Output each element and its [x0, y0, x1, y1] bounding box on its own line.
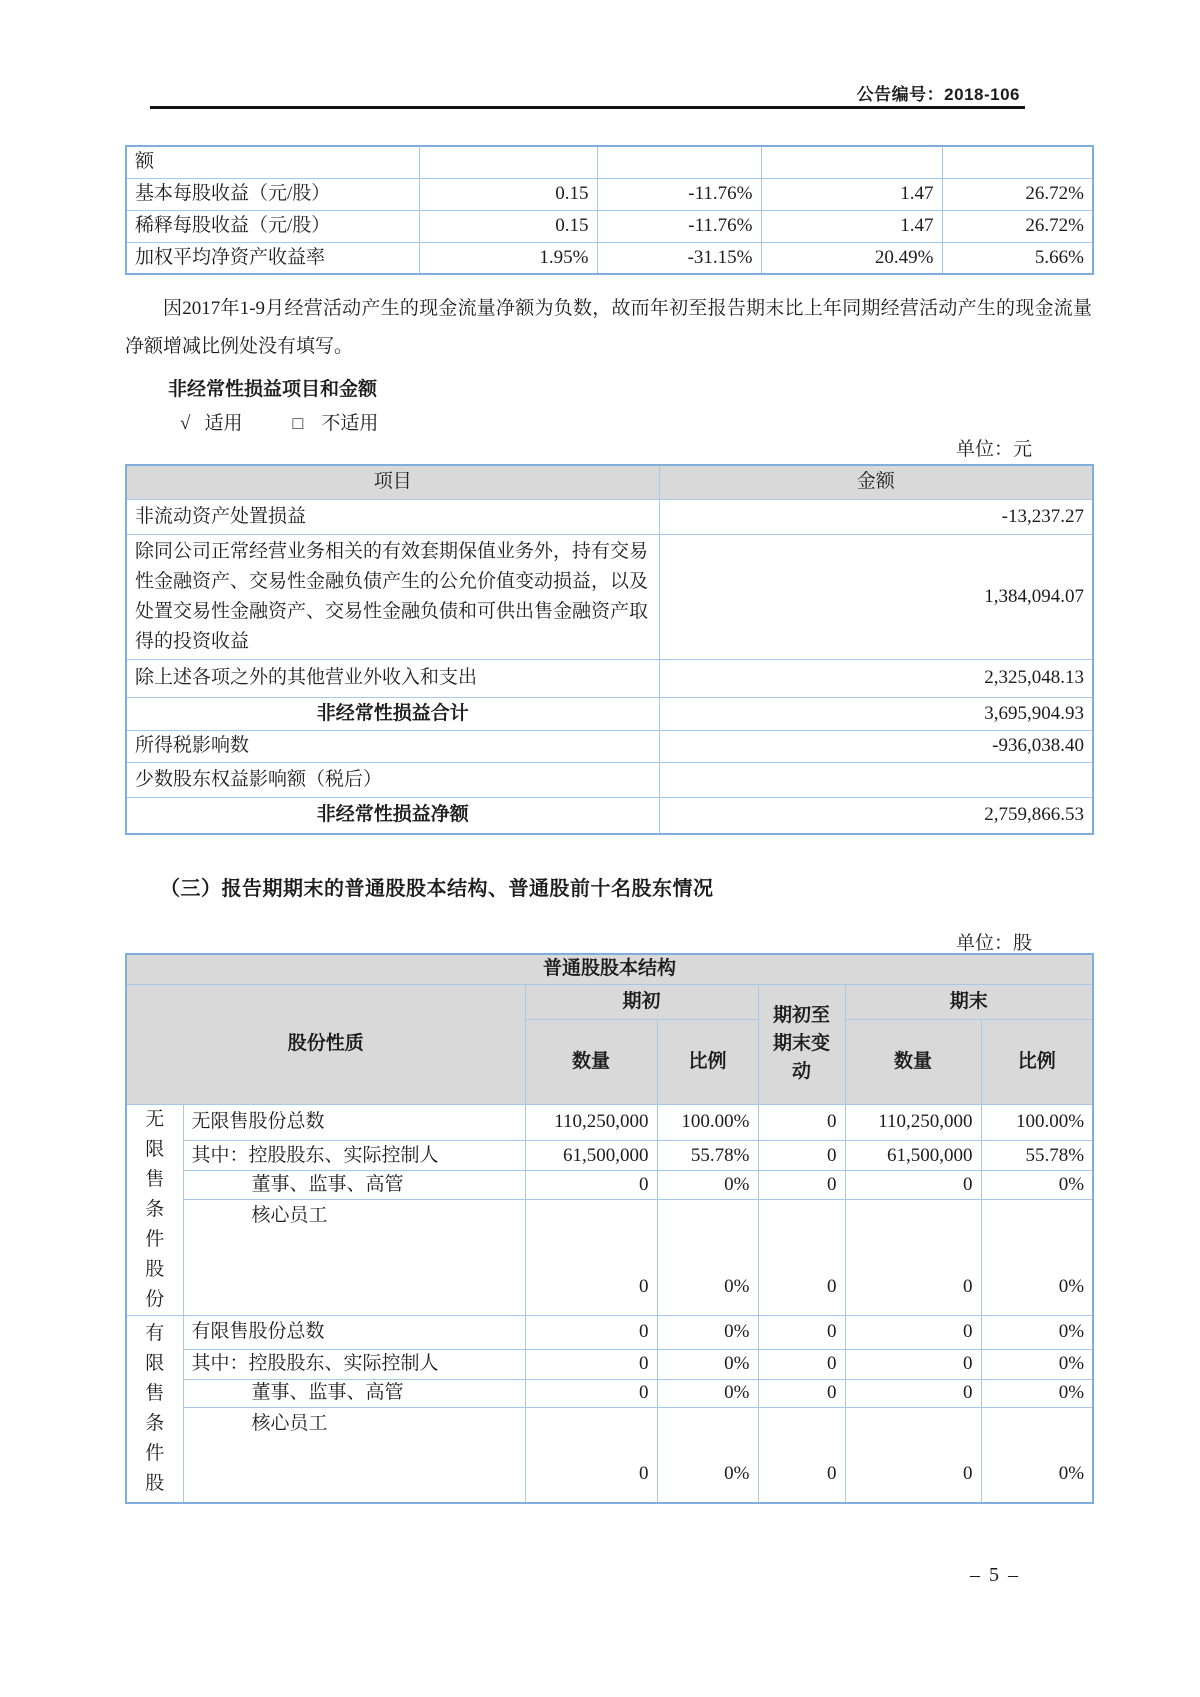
applicable-label: 适用 — [204, 413, 243, 434]
value-cell: 0 — [758, 1315, 845, 1349]
row-label: 董事、监事、高管 — [183, 1379, 525, 1407]
indicator-label: 基本每股收益（元/股） — [126, 178, 419, 210]
table-row — [126, 210, 1093, 242]
value-cell: 0 — [845, 1171, 981, 1199]
value-cell: 0 — [845, 1379, 981, 1407]
section-three-title: （三）报告期期末的普通股股本结构、普通股前十名股东情况 — [160, 878, 714, 900]
non-recurring-table — [125, 464, 1094, 835]
value-cell: 61,500,000 — [845, 1141, 981, 1171]
amount-cell: 3,695,904.93 — [659, 697, 1093, 730]
value-cell: 55.78% — [981, 1141, 1093, 1171]
value-cell: -11.76% — [597, 210, 761, 242]
page-number: – 5 – — [970, 1564, 1020, 1586]
value-cell: 0 — [525, 1171, 657, 1199]
amount-cell: 1,384,094.07 — [659, 534, 1093, 659]
applicability-line — [180, 408, 378, 435]
value-cell: 0 — [845, 1315, 981, 1349]
table-row — [126, 730, 1093, 762]
value-cell: 1.95% — [419, 242, 597, 274]
value-cell: 55.78% — [657, 1141, 758, 1171]
table-header-row — [126, 465, 1093, 499]
indicator-label: 稀释每股收益（元/股） — [126, 210, 419, 242]
value-cell: 0 — [525, 1379, 657, 1407]
value-cell: -11.76% — [597, 178, 761, 210]
header-rule — [150, 106, 1025, 109]
value-cell: 0 — [845, 1199, 981, 1315]
value-cell: 0% — [981, 1407, 1093, 1503]
unit-label-yuan: 单位：元 — [955, 439, 1032, 460]
value-cell: 0 — [758, 1407, 845, 1503]
row-label: 核心员工 — [183, 1407, 525, 1503]
table-row — [126, 1349, 1093, 1379]
row-label: 其中：控股股东、实际控制人 — [183, 1349, 525, 1379]
table-row — [126, 146, 1093, 178]
value-cell: 0 — [845, 1349, 981, 1379]
item-cell: 所得税影响数 — [126, 730, 659, 762]
amount-cell: -936,038.40 — [659, 730, 1093, 762]
announcement-number: 公告编号：2018-106 — [856, 85, 1020, 104]
value-cell: 0 — [758, 1349, 845, 1379]
table-row — [126, 1141, 1093, 1171]
row-label: 董事、监事、高管 — [183, 1171, 525, 1199]
column-header-amount: 金额 — [659, 465, 1093, 499]
checkbox-unchecked-icon: □ — [292, 413, 304, 433]
group-label-unrestricted: 无限售条件股份 — [126, 1104, 183, 1315]
value-cell: 5.66% — [942, 242, 1093, 274]
value-cell: 0 — [525, 1315, 657, 1349]
value-cell: 0 — [758, 1171, 845, 1199]
value-cell — [597, 146, 761, 178]
table-row — [126, 178, 1093, 210]
indicator-label: 额 — [126, 146, 419, 178]
amount-cell — [659, 762, 1093, 797]
row-label: 有限售股份总数 — [183, 1315, 525, 1349]
value-cell: 0% — [981, 1379, 1093, 1407]
table-row — [126, 534, 1093, 659]
value-cell: 0% — [657, 1349, 758, 1379]
table-row — [126, 1315, 1093, 1349]
value-cell: 0 — [525, 1407, 657, 1503]
value-cell: 1.47 — [761, 210, 942, 242]
amount-cell: 2,325,048.13 — [659, 659, 1093, 697]
row-label: 无限售股份总数 — [183, 1104, 525, 1141]
value-cell: 0% — [657, 1171, 758, 1199]
table-row — [126, 499, 1093, 534]
value-cell: 0% — [657, 1407, 758, 1503]
check-mark-icon: √ — [180, 413, 191, 434]
column-header-end: 期末 — [845, 984, 1093, 1019]
explanatory-paragraph: 因2017年1-9月经营活动产生的现金流量净额为负数，故而年初至报告期末比上年同期经营活动产生的现金流量净额增减比例处没有填写。 — [125, 298, 1092, 357]
value-cell: 0 — [845, 1407, 981, 1503]
value-cell: 100.00% — [981, 1104, 1093, 1141]
share-structure-table — [125, 953, 1094, 1504]
table-row — [126, 697, 1093, 730]
value-cell: 110,250,000 — [525, 1104, 657, 1141]
value-cell: 1.47 — [761, 178, 942, 210]
value-cell: 0 — [525, 1349, 657, 1379]
financial-indicators-table — [125, 145, 1094, 275]
column-header-item: 项目 — [126, 465, 659, 499]
value-cell: 0% — [657, 1199, 758, 1315]
net-total-label: 非经常性损益净额 — [126, 797, 659, 834]
value-cell: 0% — [981, 1171, 1093, 1199]
value-cell: 26.72% — [942, 210, 1093, 242]
value-cell: 110,250,000 — [845, 1104, 981, 1141]
column-header-ratio: 比例 — [657, 1019, 758, 1104]
value-cell: 20.49% — [761, 242, 942, 274]
column-header-quantity: 数量 — [845, 1019, 981, 1104]
column-header-quantity: 数量 — [525, 1019, 657, 1104]
value-cell: 0% — [657, 1379, 758, 1407]
table-row — [126, 1407, 1093, 1503]
value-cell: -31.15% — [597, 242, 761, 274]
subtotal-label: 非经常性损益合计 — [126, 697, 659, 730]
value-cell: 61,500,000 — [525, 1141, 657, 1171]
column-header-ratio: 比例 — [981, 1019, 1093, 1104]
value-cell: 0 — [525, 1199, 657, 1315]
table-title: 普通股股本结构 — [126, 954, 1093, 984]
table-row — [126, 659, 1093, 697]
item-cell: 除上述各项之外的其他营业外收入和支出 — [126, 659, 659, 697]
value-cell: 0 — [758, 1379, 845, 1407]
column-header-nature: 股份性质 — [126, 984, 525, 1104]
value-cell: 0% — [981, 1199, 1093, 1315]
value-cell: 0 — [758, 1141, 845, 1171]
row-label: 核心员工 — [183, 1199, 525, 1315]
non-recurring-title: 非经常性损益项目和金额 — [168, 379, 378, 400]
table-header-row — [126, 984, 1093, 1019]
item-cell: 非流动资产处置损益 — [126, 499, 659, 534]
value-cell — [942, 146, 1093, 178]
value-cell: 0% — [981, 1315, 1093, 1349]
table-row — [126, 1104, 1093, 1141]
table-row — [126, 1379, 1093, 1407]
value-cell: 0.15 — [419, 178, 597, 210]
unit-label-shares: 单位：股 — [955, 933, 1032, 954]
value-cell: 0% — [657, 1315, 758, 1349]
table-row — [126, 762, 1093, 797]
amount-cell: -13,237.27 — [659, 499, 1093, 534]
value-cell: 0% — [981, 1349, 1093, 1379]
table-row — [126, 1199, 1093, 1315]
table-row — [126, 1171, 1093, 1199]
table-row — [126, 242, 1093, 274]
row-label: 其中：控股股东、实际控制人 — [183, 1141, 525, 1171]
column-header-beginning: 期初 — [525, 984, 758, 1019]
group-label-restricted: 有限售条件股 — [126, 1315, 183, 1503]
value-cell — [761, 146, 942, 178]
value-cell: 0 — [758, 1104, 845, 1141]
item-cell: 除同公司正常经营业务相关的有效套期保值业务外，持有交易性金融资产、交易性金融负债产生的公允价值变动损益，以及处置交易性金融资产、交易性金融负债和可供出售金融资产取得的投资收益 — [126, 534, 659, 659]
value-cell: 0 — [758, 1199, 845, 1315]
amount-cell: 2,759,866.53 — [659, 797, 1093, 834]
column-header-change: 期初至期末变动 — [758, 984, 845, 1104]
value-cell — [419, 146, 597, 178]
table-title-row — [126, 954, 1093, 984]
value-cell: 26.72% — [942, 178, 1093, 210]
indicator-label: 加权平均净资产收益率 — [126, 242, 419, 274]
item-cell: 少数股东权益影响额（税后） — [126, 762, 659, 797]
value-cell: 100.00% — [657, 1104, 758, 1141]
not-applicable-label: 不适用 — [321, 413, 379, 434]
value-cell: 0.15 — [419, 210, 597, 242]
table-row — [126, 797, 1093, 834]
